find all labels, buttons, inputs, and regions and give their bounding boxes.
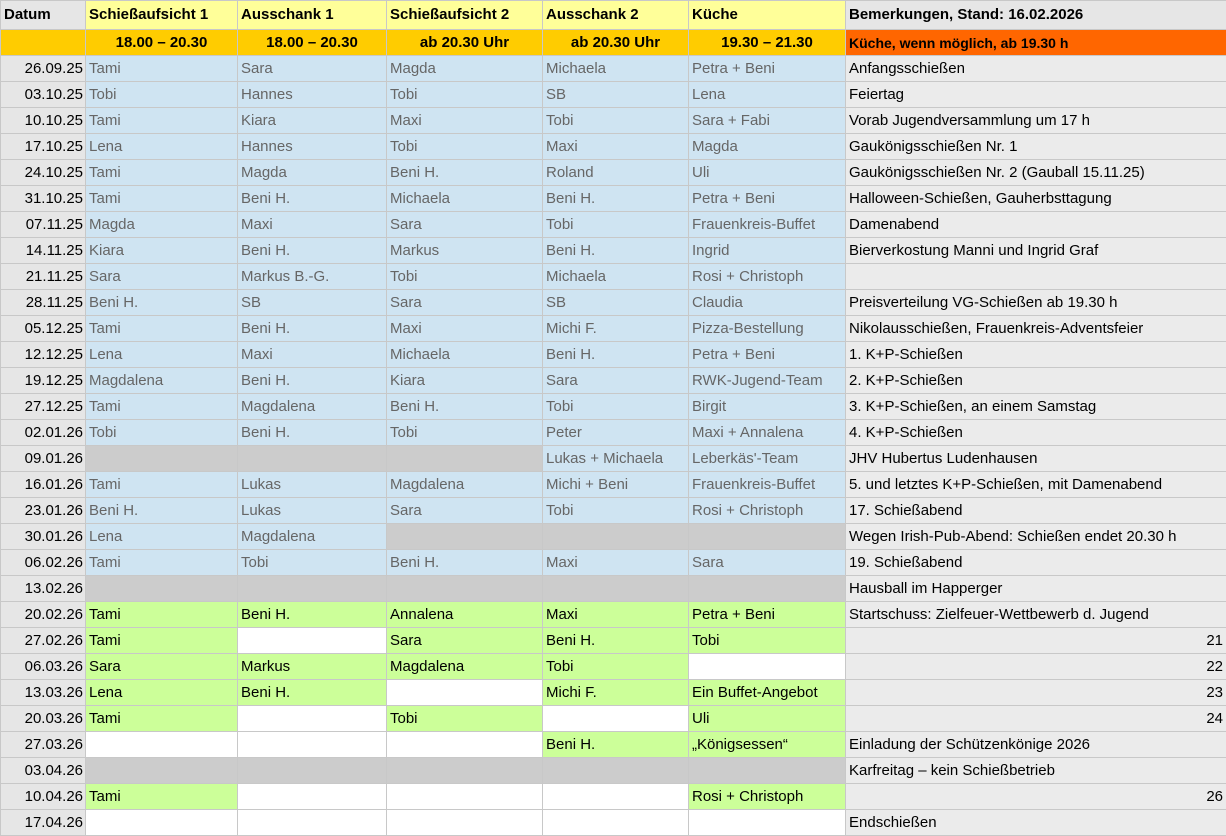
- table-row: [1, 290, 1226, 316]
- table-row: [1, 732, 1226, 758]
- cell-ausschank-2[interactable]: Tobi: [543, 654, 689, 680]
- cell-kueche[interactable]: Uli: [689, 706, 846, 732]
- cell-kueche[interactable]: [689, 758, 846, 784]
- cell-schiessaufsicht-1[interactable]: [86, 446, 238, 472]
- cell-ausschank-1[interactable]: Beni H.: [238, 186, 387, 212]
- cell-kueche[interactable]: Lena: [689, 82, 846, 108]
- cell-schiessaufsicht-2[interactable]: [387, 680, 543, 706]
- remark-cell[interactable]: JHV Hubertus Ludenhausen: [846, 446, 1226, 472]
- remark-cell[interactable]: Damenabend: [846, 212, 1226, 238]
- cell-kueche[interactable]: Sara: [689, 550, 846, 576]
- cell-ausschank-2[interactable]: SB: [543, 290, 689, 316]
- cell-ausschank-2[interactable]: Maxi: [543, 602, 689, 628]
- remark-cell[interactable]: 21: [846, 628, 1226, 654]
- cell-ausschank-1[interactable]: Maxi: [238, 212, 387, 238]
- date-cell[interactable]: 26.09.25: [1, 56, 86, 82]
- table-row: [1, 82, 1226, 108]
- remark-cell[interactable]: [846, 264, 1226, 290]
- date-cell[interactable]: 21.11.25: [1, 264, 86, 290]
- cell-schiessaufsicht-2[interactable]: Maxi: [387, 108, 543, 134]
- date-cell[interactable]: 12.12.25: [1, 342, 86, 368]
- cell-ausschank-2[interactable]: Beni H.: [543, 186, 689, 212]
- cell-ausschank-2[interactable]: Michi F.: [543, 680, 689, 706]
- table-row: [1, 238, 1226, 264]
- table-row: [1, 368, 1226, 394]
- cell-schiessaufsicht-1[interactable]: Tami: [86, 56, 238, 82]
- remark-cell[interactable]: 4. K+P-Schießen: [846, 420, 1226, 446]
- date-cell[interactable]: 03.10.25: [1, 82, 86, 108]
- table-row: [1, 342, 1226, 368]
- cell-ausschank-1[interactable]: Beni H.: [238, 316, 387, 342]
- cell-ausschank-1[interactable]: [238, 446, 387, 472]
- cell-ausschank-1[interactable]: Markus B.-G.: [238, 264, 387, 290]
- cell-schiessaufsicht-1[interactable]: Tami: [86, 316, 238, 342]
- cell-schiessaufsicht-2[interactable]: Annalena: [387, 602, 543, 628]
- cell-ausschank-2[interactable]: [543, 810, 689, 836]
- date-cell[interactable]: 10.04.26: [1, 784, 86, 810]
- cell-kueche[interactable]: [689, 576, 846, 602]
- remark-cell[interactable]: Nikolausschießen, Frauenkreis-Adventsfeier: [846, 316, 1226, 342]
- remark-cell[interactable]: Vorab Jugendversammlung um 17 h: [846, 108, 1226, 134]
- cell-kueche[interactable]: Rosi + Christoph: [689, 784, 846, 810]
- table-row: [1, 654, 1226, 680]
- cell-ausschank-1[interactable]: [238, 576, 387, 602]
- cell-schiessaufsicht-1[interactable]: Tami: [86, 602, 238, 628]
- date-cell[interactable]: 31.10.25: [1, 186, 86, 212]
- cell-kueche[interactable]: Petra + Beni: [689, 342, 846, 368]
- remark-cell[interactable]: 22: [846, 654, 1226, 680]
- remark-cell[interactable]: Wegen Irish-Pub-Abend: Schießen endet 20.30 h: [846, 524, 1226, 550]
- time-ausschank-2: ab 20.30 Uhr: [543, 30, 689, 56]
- cell-kueche[interactable]: Petra + Beni: [689, 186, 846, 212]
- table-row: [1, 420, 1226, 446]
- cell-ausschank-1[interactable]: Beni H.: [238, 680, 387, 706]
- cell-ausschank-2[interactable]: [543, 784, 689, 810]
- cell-kueche[interactable]: [689, 654, 846, 680]
- cell-schiessaufsicht-2[interactable]: Sara: [387, 290, 543, 316]
- cell-ausschank-1[interactable]: [238, 732, 387, 758]
- table-row: [1, 576, 1226, 602]
- date-cell[interactable]: 20.02.26: [1, 602, 86, 628]
- remark-cell[interactable]: Feiertag: [846, 82, 1226, 108]
- cell-ausschank-1[interactable]: Lukas: [238, 472, 387, 498]
- time-bemerkungen: Küche, wenn möglich, ab 19.30 h: [846, 30, 1226, 56]
- cell-schiessaufsicht-2[interactable]: Sara: [387, 498, 543, 524]
- header-bemerkungen: Bemerkungen, Stand: 16.02.2026: [846, 1, 1226, 30]
- cell-ausschank-1[interactable]: Tobi: [238, 550, 387, 576]
- cell-ausschank-1[interactable]: Beni H.: [238, 368, 387, 394]
- table-row: [1, 602, 1226, 628]
- remark-cell[interactable]: Hausball im Happerger: [846, 576, 1226, 602]
- table-row: [1, 472, 1226, 498]
- cell-ausschank-1[interactable]: [238, 628, 387, 654]
- header-datum: Datum: [1, 1, 86, 30]
- table-row: [1, 680, 1226, 706]
- cell-kueche[interactable]: Sara + Fabi: [689, 108, 846, 134]
- remark-cell[interactable]: Endschießen: [846, 810, 1226, 836]
- times-row: [1, 30, 1226, 56]
- cell-schiessaufsicht-1[interactable]: Lena: [86, 680, 238, 706]
- cell-kueche[interactable]: Frauenkreis-Buffet: [689, 472, 846, 498]
- table-row: [1, 628, 1226, 654]
- cell-schiessaufsicht-2[interactable]: Tobi: [387, 420, 543, 446]
- cell-ausschank-1[interactable]: Beni H.: [238, 238, 387, 264]
- date-cell[interactable]: 27.03.26: [1, 732, 86, 758]
- cell-schiessaufsicht-1[interactable]: Tami: [86, 472, 238, 498]
- cell-ausschank-1[interactable]: Magda: [238, 160, 387, 186]
- remark-cell[interactable]: Startschuss: Zielfeuer-Wettbewerb d. Jugend: [846, 602, 1226, 628]
- cell-ausschank-1[interactable]: [238, 758, 387, 784]
- cell-schiessaufsicht-2[interactable]: Sara: [387, 628, 543, 654]
- cell-kueche[interactable]: [689, 524, 846, 550]
- date-cell[interactable]: 02.01.26: [1, 420, 86, 446]
- cell-schiessaufsicht-1[interactable]: Tami: [86, 160, 238, 186]
- table-row: [1, 212, 1226, 238]
- table-row: [1, 264, 1226, 290]
- remark-cell[interactable]: 26: [846, 784, 1226, 810]
- date-cell[interactable]: 13.03.26: [1, 680, 86, 706]
- cell-ausschank-1[interactable]: Hannes: [238, 134, 387, 160]
- cell-schiessaufsicht-1[interactable]: Tami: [86, 394, 238, 420]
- cell-kueche[interactable]: Rosi + Christoph: [689, 498, 846, 524]
- cell-ausschank-2[interactable]: Maxi: [543, 134, 689, 160]
- cell-schiessaufsicht-2[interactable]: Tobi: [387, 82, 543, 108]
- cell-schiessaufsicht-2[interactable]: [387, 524, 543, 550]
- cell-kueche[interactable]: Claudia: [689, 290, 846, 316]
- remark-cell[interactable]: Einladung der Schützenkönige 2026: [846, 732, 1226, 758]
- cell-ausschank-2[interactable]: Michi + Beni: [543, 472, 689, 498]
- cell-kueche[interactable]: Frauenkreis-Buffet: [689, 212, 846, 238]
- cell-kueche[interactable]: RWK-Jugend-Team: [689, 368, 846, 394]
- cell-ausschank-2[interactable]: [543, 758, 689, 784]
- cell-kueche[interactable]: Leberkäs'-Team: [689, 446, 846, 472]
- cell-schiessaufsicht-1[interactable]: Magda: [86, 212, 238, 238]
- cell-schiessaufsicht-1[interactable]: Tobi: [86, 82, 238, 108]
- cell-ausschank-2[interactable]: Beni H.: [543, 342, 689, 368]
- cell-schiessaufsicht-1[interactable]: Lena: [86, 134, 238, 160]
- cell-ausschank-2[interactable]: Beni H.: [543, 628, 689, 654]
- table-row: [1, 446, 1226, 472]
- cell-kueche[interactable]: Maxi + Annalena: [689, 420, 846, 446]
- date-cell[interactable]: 09.01.26: [1, 446, 86, 472]
- cell-kueche[interactable]: Uli: [689, 160, 846, 186]
- cell-ausschank-2[interactable]: Tobi: [543, 212, 689, 238]
- cell-kueche[interactable]: Ingrid: [689, 238, 846, 264]
- cell-schiessaufsicht-1[interactable]: Tami: [86, 108, 238, 134]
- date-cell[interactable]: 17.04.26: [1, 810, 86, 836]
- cell-schiessaufsicht-2[interactable]: Beni H.: [387, 550, 543, 576]
- date-cell[interactable]: 27.12.25: [1, 394, 86, 420]
- header-row: [1, 1, 1226, 30]
- header-kueche: Küche: [689, 1, 846, 30]
- cell-ausschank-2[interactable]: Tobi: [543, 394, 689, 420]
- remark-cell[interactable]: Anfangsschießen: [846, 56, 1226, 82]
- header-ausschank-2: Ausschank 2: [543, 1, 689, 30]
- cell-schiessaufsicht-2[interactable]: Magdalena: [387, 472, 543, 498]
- time-schiessaufsicht-1: 18.00 – 20.30: [86, 30, 238, 56]
- cell-schiessaufsicht-2[interactable]: Markus: [387, 238, 543, 264]
- cell-schiessaufsicht-1[interactable]: [86, 758, 238, 784]
- cell-ausschank-1[interactable]: Lukas: [238, 498, 387, 524]
- time-schiessaufsicht-2: ab 20.30 Uhr: [387, 30, 543, 56]
- table-row: [1, 810, 1226, 836]
- remark-cell[interactable]: 17. Schießabend: [846, 498, 1226, 524]
- cell-schiessaufsicht-1[interactable]: Tami: [86, 628, 238, 654]
- remark-cell[interactable]: 2. K+P-Schießen: [846, 368, 1226, 394]
- date-cell[interactable]: 20.03.26: [1, 706, 86, 732]
- remark-cell[interactable]: Karfreitag – kein Schießbetrieb: [846, 758, 1226, 784]
- remark-cell[interactable]: 24: [846, 706, 1226, 732]
- cell-ausschank-2[interactable]: Maxi: [543, 550, 689, 576]
- cell-kueche[interactable]: Magda: [689, 134, 846, 160]
- cell-schiessaufsicht-2[interactable]: [387, 732, 543, 758]
- cell-schiessaufsicht-1[interactable]: Sara: [86, 264, 238, 290]
- cell-schiessaufsicht-1[interactable]: Kiara: [86, 238, 238, 264]
- cell-ausschank-2[interactable]: Sara: [543, 368, 689, 394]
- cell-schiessaufsicht-2[interactable]: Tobi: [387, 706, 543, 732]
- cell-schiessaufsicht-2[interactable]: Tobi: [387, 134, 543, 160]
- cell-schiessaufsicht-2[interactable]: [387, 810, 543, 836]
- cell-schiessaufsicht-2[interactable]: Michaela: [387, 342, 543, 368]
- cell-ausschank-2[interactable]: Beni H.: [543, 238, 689, 264]
- table-row: [1, 56, 1226, 82]
- table-row: [1, 524, 1226, 550]
- time-ausschank-1: 18.00 – 20.30: [238, 30, 387, 56]
- cell-schiessaufsicht-1[interactable]: [86, 576, 238, 602]
- remark-cell[interactable]: Gaukönigsschießen Nr. 2 (Gauball 15.11.25): [846, 160, 1226, 186]
- table-row: [1, 758, 1226, 784]
- table-row: [1, 498, 1226, 524]
- remark-cell[interactable]: 23: [846, 680, 1226, 706]
- cell-ausschank-1[interactable]: Magdalena: [238, 394, 387, 420]
- cell-schiessaufsicht-1[interactable]: Tami: [86, 784, 238, 810]
- remark-cell[interactable]: Preisverteilung VG-Schießen ab 19.30 h: [846, 290, 1226, 316]
- table-row: [1, 134, 1226, 160]
- cell-ausschank-2[interactable]: Beni H.: [543, 732, 689, 758]
- cell-ausschank-1[interactable]: [238, 706, 387, 732]
- cell-schiessaufsicht-2[interactable]: [387, 784, 543, 810]
- cell-ausschank-2[interactable]: SB: [543, 82, 689, 108]
- date-cell[interactable]: 06.03.26: [1, 654, 86, 680]
- table-row: [1, 550, 1226, 576]
- cell-schiessaufsicht-2[interactable]: Michaela: [387, 186, 543, 212]
- cell-schiessaufsicht-1[interactable]: Tobi: [86, 420, 238, 446]
- cell-ausschank-1[interactable]: SB: [238, 290, 387, 316]
- cell-kueche[interactable]: Birgit: [689, 394, 846, 420]
- cell-ausschank-1[interactable]: Kiara: [238, 108, 387, 134]
- cell-schiessaufsicht-2[interactable]: [387, 446, 543, 472]
- cell-schiessaufsicht-2[interactable]: Magdalena: [387, 654, 543, 680]
- cell-ausschank-1[interactable]: Markus: [238, 654, 387, 680]
- date-cell[interactable]: 07.11.25: [1, 212, 86, 238]
- date-cell[interactable]: 13.02.26: [1, 576, 86, 602]
- header-schiessaufsicht-2: Schießaufsicht 2: [387, 1, 543, 30]
- cell-schiessaufsicht-1[interactable]: [86, 810, 238, 836]
- cell-schiessaufsicht-1[interactable]: Lena: [86, 342, 238, 368]
- time-datum: [1, 30, 86, 56]
- date-cell[interactable]: 24.10.25: [1, 160, 86, 186]
- cell-ausschank-1[interactable]: Beni H.: [238, 420, 387, 446]
- cell-ausschank-2[interactable]: Roland: [543, 160, 689, 186]
- cell-ausschank-1[interactable]: [238, 810, 387, 836]
- cell-schiessaufsicht-1[interactable]: Tami: [86, 186, 238, 212]
- remark-cell[interactable]: Gaukönigsschießen Nr. 1: [846, 134, 1226, 160]
- remark-cell[interactable]: Bierverkostung Manni und Ingrid Graf: [846, 238, 1226, 264]
- remark-cell[interactable]: 3. K+P-Schießen, an einem Samstag: [846, 394, 1226, 420]
- cell-schiessaufsicht-2[interactable]: Sara: [387, 212, 543, 238]
- cell-ausschank-2[interactable]: Tobi: [543, 498, 689, 524]
- cell-ausschank-2[interactable]: Lukas + Michaela: [543, 446, 689, 472]
- cell-kueche[interactable]: Ein Buffet-Angebot: [689, 680, 846, 706]
- remark-cell[interactable]: Halloween-Schießen, Gauherbsttagung: [846, 186, 1226, 212]
- cell-schiessaufsicht-1[interactable]: Tami: [86, 550, 238, 576]
- table-row: [1, 186, 1226, 212]
- cell-schiessaufsicht-1[interactable]: Magdalena: [86, 368, 238, 394]
- cell-schiessaufsicht-2[interactable]: [387, 576, 543, 602]
- remark-cell[interactable]: 5. und letztes K+P-Schießen, mit Damenabend: [846, 472, 1226, 498]
- date-cell[interactable]: 14.11.25: [1, 238, 86, 264]
- cell-ausschank-2[interactable]: Tobi: [543, 108, 689, 134]
- cell-ausschank-1[interactable]: Sara: [238, 56, 387, 82]
- cell-schiessaufsicht-2[interactable]: Maxi: [387, 316, 543, 342]
- date-cell[interactable]: 17.10.25: [1, 134, 86, 160]
- table-row: [1, 784, 1226, 810]
- table-row: [1, 394, 1226, 420]
- cell-schiessaufsicht-2[interactable]: Magda: [387, 56, 543, 82]
- cell-ausschank-2[interactable]: [543, 524, 689, 550]
- cell-ausschank-2[interactable]: [543, 576, 689, 602]
- cell-ausschank-2[interactable]: [543, 706, 689, 732]
- date-cell[interactable]: 06.02.26: [1, 550, 86, 576]
- table-row: [1, 706, 1226, 732]
- remark-cell[interactable]: 1. K+P-Schießen: [846, 342, 1226, 368]
- cell-kueche[interactable]: „Königsessen“: [689, 732, 846, 758]
- cell-ausschank-2[interactable]: Peter: [543, 420, 689, 446]
- date-cell[interactable]: 16.01.26: [1, 472, 86, 498]
- date-cell[interactable]: 23.01.26: [1, 498, 86, 524]
- cell-ausschank-2[interactable]: Michaela: [543, 264, 689, 290]
- time-kueche: 19.30 – 21.30: [689, 30, 846, 56]
- cell-kueche[interactable]: Pizza-Bestellung: [689, 316, 846, 342]
- cell-ausschank-1[interactable]: Hannes: [238, 82, 387, 108]
- date-cell[interactable]: 28.11.25: [1, 290, 86, 316]
- cell-schiessaufsicht-1[interactable]: Beni H.: [86, 498, 238, 524]
- date-cell[interactable]: 27.02.26: [1, 628, 86, 654]
- cell-schiessaufsicht-2[interactable]: Kiara: [387, 368, 543, 394]
- cell-ausschank-2[interactable]: Michaela: [543, 56, 689, 82]
- cell-schiessaufsicht-2[interactable]: [387, 758, 543, 784]
- cell-ausschank-1[interactable]: [238, 784, 387, 810]
- cell-schiessaufsicht-1[interactable]: Beni H.: [86, 290, 238, 316]
- cell-schiessaufsicht-2[interactable]: Beni H.: [387, 394, 543, 420]
- table-row: [1, 108, 1226, 134]
- header-ausschank-1: Ausschank 1: [238, 1, 387, 30]
- date-cell[interactable]: 10.10.25: [1, 108, 86, 134]
- cell-schiessaufsicht-1[interactable]: Tami: [86, 706, 238, 732]
- table-row: [1, 160, 1226, 186]
- header-schiessaufsicht-1: Schießaufsicht 1: [86, 1, 238, 30]
- cell-ausschank-1[interactable]: Magdalena: [238, 524, 387, 550]
- cell-kueche[interactable]: Petra + Beni: [689, 56, 846, 82]
- cell-ausschank-1[interactable]: Maxi: [238, 342, 387, 368]
- cell-schiessaufsicht-1[interactable]: Lena: [86, 524, 238, 550]
- cell-kueche[interactable]: Petra + Beni: [689, 602, 846, 628]
- cell-schiessaufsicht-2[interactable]: Beni H.: [387, 160, 543, 186]
- cell-schiessaufsicht-1[interactable]: [86, 732, 238, 758]
- cell-ausschank-1[interactable]: Beni H.: [238, 602, 387, 628]
- cell-kueche[interactable]: [689, 810, 846, 836]
- date-cell[interactable]: 03.04.26: [1, 758, 86, 784]
- date-cell[interactable]: 30.01.26: [1, 524, 86, 550]
- cell-schiessaufsicht-2[interactable]: Tobi: [387, 264, 543, 290]
- cell-kueche[interactable]: Tobi: [689, 628, 846, 654]
- date-cell[interactable]: 05.12.25: [1, 316, 86, 342]
- remark-cell[interactable]: 19. Schießabend: [846, 550, 1226, 576]
- cell-schiessaufsicht-1[interactable]: Sara: [86, 654, 238, 680]
- cell-ausschank-2[interactable]: Michi F.: [543, 316, 689, 342]
- cell-kueche[interactable]: Rosi + Christoph: [689, 264, 846, 290]
- date-cell[interactable]: 19.12.25: [1, 368, 86, 394]
- table-row: [1, 316, 1226, 342]
